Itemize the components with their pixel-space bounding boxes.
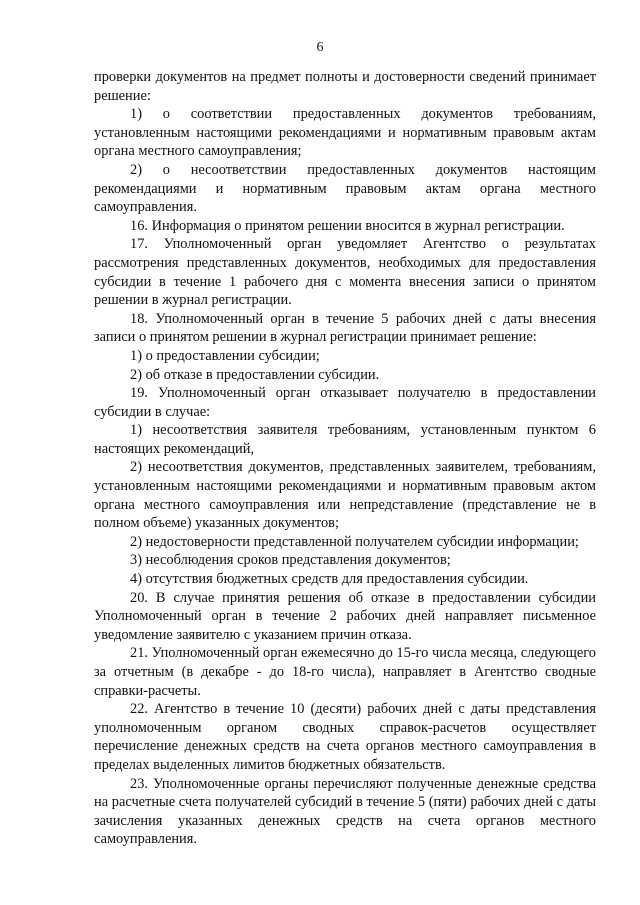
paragraph: 3) несоблюдения сроков представления документов;: [130, 552, 451, 569]
paragraph: 18. Уполномоченный орган в течение 5 рабочих дней с даты внесения записи о принятом решении в журнал регистрации принимает решение:: [94, 310, 596, 346]
paragraph: 1) о соответствии предоставленных документов требованиям, установленным настоящими рекомендациями и нормативным правовым актам органа местного самоуправления;: [94, 106, 596, 160]
paragraph: 1) несоответствия заявителя требованиям, установленным пунктом 6 настоящих рекомендаций,: [94, 422, 596, 457]
paragraph: 20. В случае принятия решения об отказе в предоставлении субсидии Уполномоченный орган в течение 2 рабочих дней направляет письменное уведомление заявителю с указанием причин отказа.: [94, 589, 596, 643]
paragraph: 17. Уполномоченный орган уведомляет Агентство о результатах рассмотрения представленных документов, необходимых для предоставления субсидии в течение 1 рабочего дня с момента внесения записи о принятом решении в журнал регистрации.: [94, 236, 596, 309]
paragraph: 2) о несоответствии предоставленных документов настоящим рекомендациями и нормативным правовым актам органа местного самоуправления.: [94, 161, 596, 216]
page-number: 6: [316, 40, 324, 55]
paragraph: 2) об отказе в предоставлении субсидии.: [130, 366, 380, 383]
paragraph: 4) отсутствия бюджетных средств для предоставления субсидии.: [130, 571, 529, 588]
paragraph: 1) о предоставлении субсидии;: [130, 347, 320, 364]
paragraph: 22. Агентство в течение 10 (десяти) рабочих дней с даты представления уполномоченным органом сводных справок-расчетов осуществляет перечисление денежных средств на счета органов местного самоуправления в пределах выделенных лимитов бюджетных обязательств.: [94, 701, 596, 773]
paragraph: 2) несоответствия документов, представленных заявителем, требованиям, установленным настоящими рекомендациями и нормативным правовым актом органа местного самоуправления или непредставление (представление не в полном объеме) указанных документов;: [94, 459, 596, 532]
paragraph: 2) недостоверности представленной получателем субсидии информации;: [130, 533, 579, 550]
paragraph: 21. Уполномоченный орган ежемесячно до 15-го числа месяца, следующего за отчетным (в декабре - до 18-го числа), направляет в Агентство сводные справки-расчеты.: [94, 645, 596, 699]
paragraph: 23. Уполномоченные органы перечисляют полученные денежные средства на расчетные счета получателей субсидий в течение 5 (пяти) рабочих дней с даты зачисления указанных денежных средств на счета органов местного самоуправления.: [94, 775, 596, 848]
paragraph: проверки документов на предмет полноты и достоверности сведений принимает решение:: [94, 69, 596, 104]
paragraph: 16. Информация о принятом решении вносится в журнал регистрации.: [130, 217, 565, 234]
paragraph: 19. Уполномоченный орган отказывает получателю в предоставлении субсидии в случае:: [94, 385, 596, 420]
document-body: [94, 68, 596, 849]
